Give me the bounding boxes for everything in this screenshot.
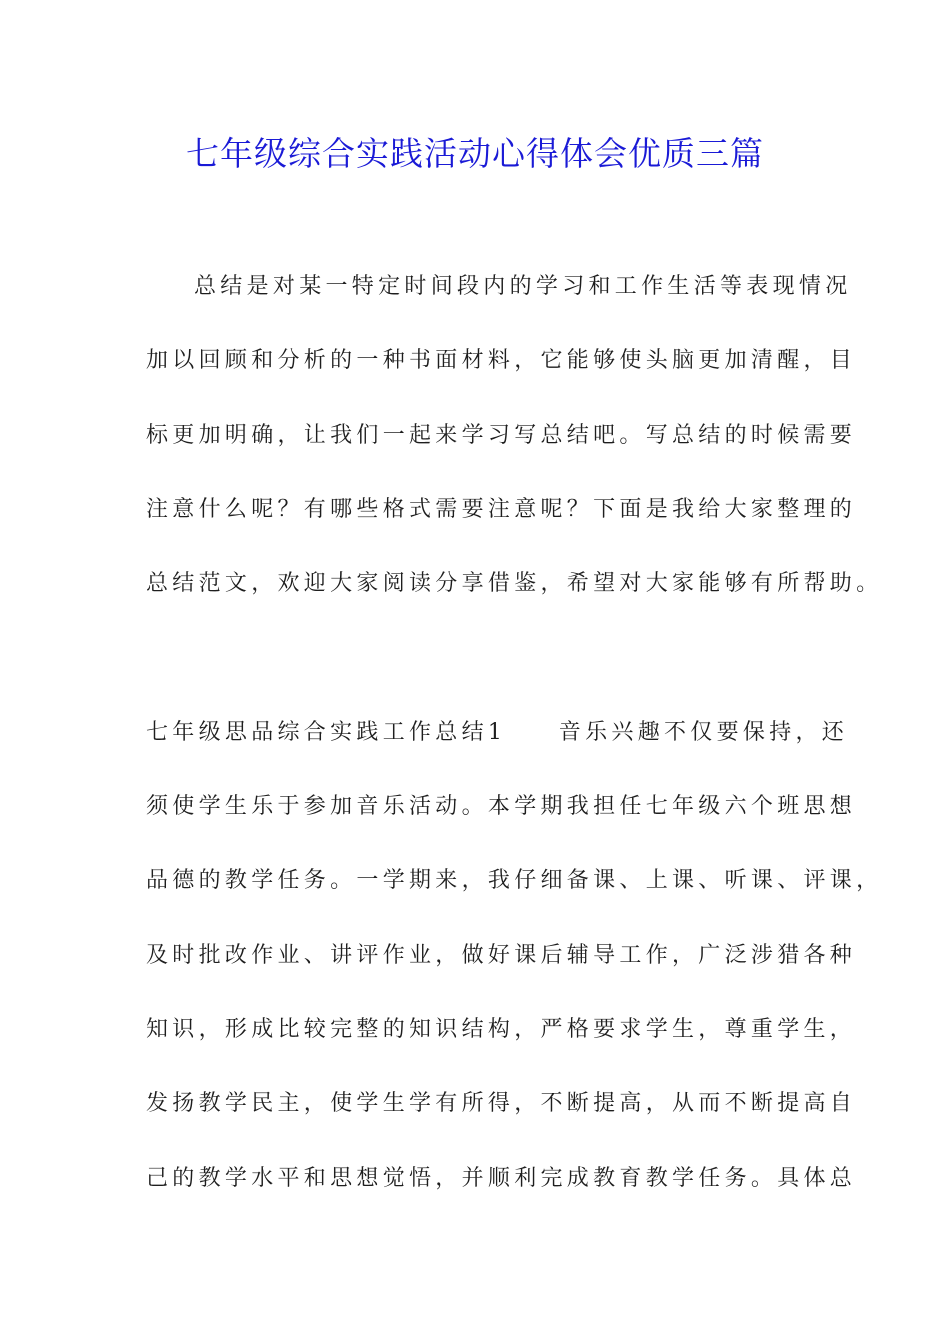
section-1-line-7: 己的教学水平和思想觉悟，并顺利完成教育教学任务。具体总 bbox=[146, 1166, 857, 1191]
section-1-line-2: 须使学生乐于参加音乐活动。本学期我担任七年级六个班思想 bbox=[146, 794, 857, 819]
intro-line-4: 注意什么呢？有哪些格式需要注意呢？下面是我给大家整理的 bbox=[146, 497, 857, 522]
intro-line-2: 加以回顾和分析的一种书面材料，它能够使头脑更加清醒，目 bbox=[146, 348, 857, 373]
section-1-line-5: 知识，形成比较完整的知识结构，严格要求学生，尊重学生， bbox=[146, 1017, 857, 1042]
section-1-line-1: 七年级思品综合实践工作总结1 音乐兴趣不仅要保持，还 bbox=[146, 720, 849, 745]
intro-line-3: 标更加明确，让我们一起来学习写总结吧。写总结的时候需要 bbox=[146, 423, 857, 448]
section-1-line-3: 品德的教学任务。一学期来，我仔细备课、上课、听课、评课， bbox=[146, 868, 883, 893]
section-1-line-6: 发扬教学民主，使学生学有所得，不断提高，从而不断提高自 bbox=[146, 1091, 857, 1116]
intro-line-5: 总结范文，欢迎大家阅读分享借鉴，希望对大家能够有所帮助。 bbox=[146, 571, 883, 596]
intro-line-1: 总结是对某一特定时间段内的学习和工作生活等表现情况 bbox=[194, 274, 852, 299]
page-title: 七年级综合实践活动心得体会优质三篇 bbox=[186, 134, 764, 173]
section-1-line-4: 及时批改作业、讲评作业，做好课后辅导工作，广泛涉猎各种 bbox=[146, 943, 857, 968]
